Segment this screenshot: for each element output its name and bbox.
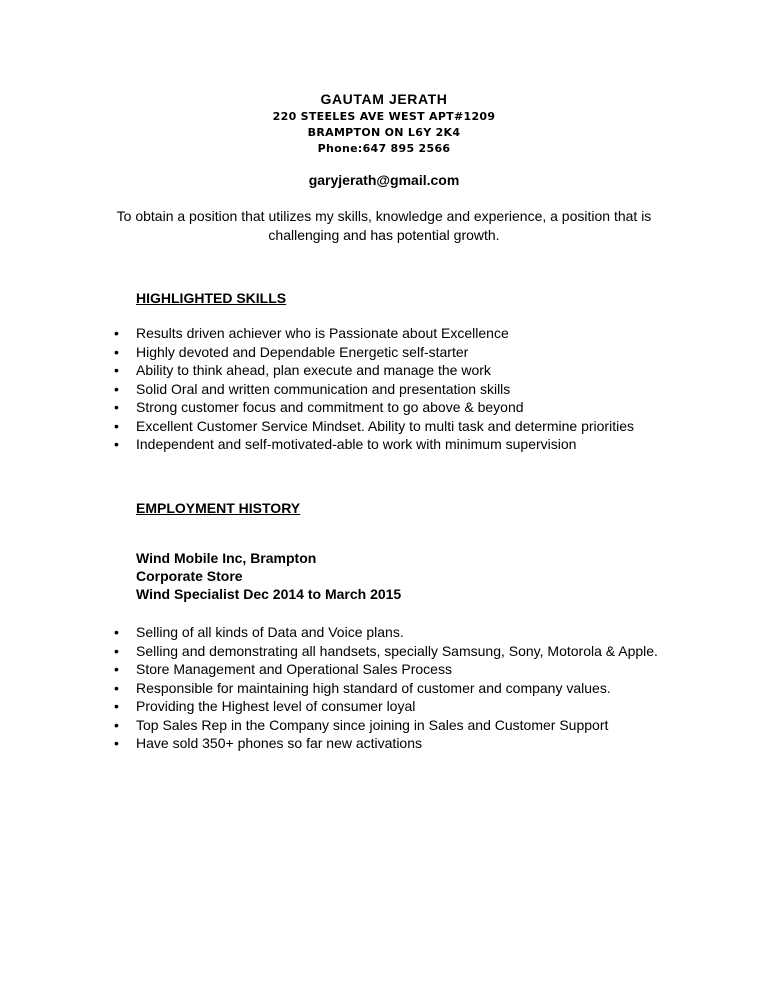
skill-text: Excellent Customer Service Mindset. Ability to multi task and determine priorities [136, 417, 634, 434]
bullet-icon: • [114, 735, 119, 751]
duty-text: Store Management and Operational Sales Process [136, 661, 452, 677]
list-item [114, 343, 696, 362]
bullet-icon: • [114, 399, 119, 415]
skill-text: Highly devoted and Dependable Energetic self-starter [136, 343, 469, 360]
job-role: Wind Specialist Dec 2014 to March 2015 [136, 586, 402, 602]
bullet-icon: • [114, 642, 119, 659]
bullet-icon: • [114, 698, 119, 714]
duty-text: Have sold 350+ phones so far new activations [136, 735, 423, 751]
list-item [114, 623, 696, 642]
duty-text: Selling and demonstrating all handsets, specially Samsung, Sony, Motorola & Apple. [136, 642, 658, 659]
bullet-icon: • [114, 343, 119, 360]
list-item [114, 716, 696, 735]
company-name: Wind Mobile Inc, Brampton [136, 550, 317, 566]
duty-text: Top Sales Rep in the Company since joining in Sales and Customer Support [136, 716, 609, 733]
candidate-name: GAUTAM JERATH [320, 91, 448, 107]
list-item [114, 734, 696, 753]
skill-text: Strong customer focus and commitment to go above & beyond [136, 399, 524, 415]
skills-section-title: HIGHLIGHTED SKILLS [136, 290, 287, 306]
skill-text: Results driven achiever who is Passionate about Excellence [136, 325, 509, 341]
bullet-icon: • [114, 417, 119, 434]
bullet-icon: • [114, 325, 119, 341]
job-heading [136, 549, 401, 603]
list-item [114, 679, 696, 698]
objective-statement: To obtain a position that utilizes my skills, knowledge and experience, a position that is challenging and has potential growth. [116, 208, 652, 243]
list-item [114, 417, 696, 436]
list-item [114, 361, 696, 380]
duties-list [114, 623, 696, 753]
list-item [114, 398, 696, 417]
skill-text: Independent and self-motivated-able to work with minimum supervision [136, 436, 577, 452]
phone-number: Phone:647 895 2566 [317, 142, 451, 155]
list-item [114, 380, 696, 399]
duty-text: Providing the Highest level of consumer loyal [136, 698, 416, 714]
bullet-icon: • [114, 624, 119, 640]
duty-text: Selling of all kinds of Data and Voice plans. [136, 624, 404, 640]
store-name: Corporate Store [136, 568, 243, 584]
list-item [114, 697, 696, 716]
list-item [114, 660, 696, 679]
list-item [114, 435, 696, 454]
skill-text: Solid Oral and written communication and presentation skills [136, 380, 511, 397]
skills-list [114, 324, 696, 454]
bullet-icon: • [114, 679, 119, 696]
list-item [114, 324, 696, 343]
address-line-2: BRAMPTON ON L6Y 2K4 [307, 126, 461, 139]
bullet-icon: • [114, 716, 119, 733]
skill-text: Ability to think ahead, plan execute and manage the work [136, 362, 491, 378]
duty-text: Responsible for maintaining high standard of customer and company values. [136, 679, 611, 696]
address-line-1: 220 STEELES AVE WEST APT#1209 [272, 110, 496, 123]
bullet-icon: • [114, 436, 119, 452]
bullet-icon: • [114, 380, 119, 397]
employment-section-title: EMPLOYMENT HISTORY [136, 500, 301, 516]
bullet-icon: • [114, 661, 119, 677]
list-item [114, 642, 696, 661]
email-address: garyjerath@gmail.com [308, 172, 460, 188]
bullet-icon: • [114, 362, 119, 378]
